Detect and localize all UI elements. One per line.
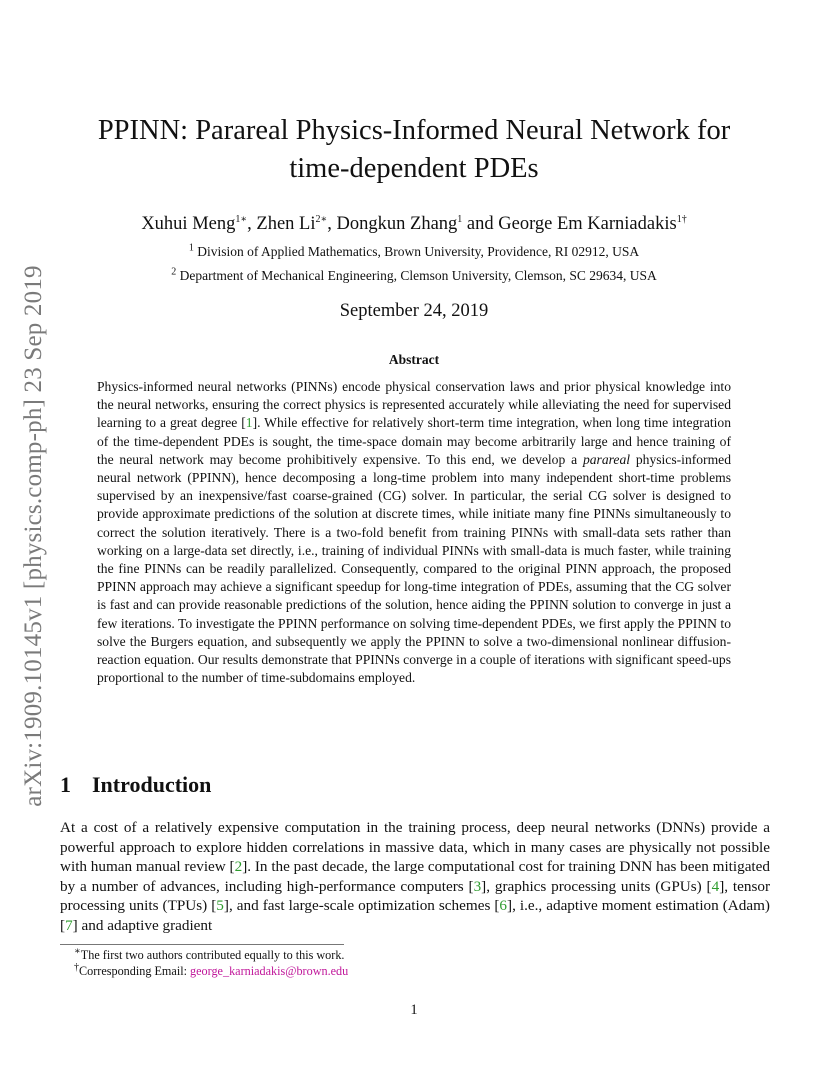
affiliation-mark: 2 (171, 266, 177, 278)
footnote-text: The first two authors contributed equally to this work. (80, 948, 345, 962)
citation-link[interactable]: 3 (473, 877, 482, 895)
paper-title (60, 112, 768, 188)
author-mark: 1∗ (235, 213, 248, 225)
author-name: George Em Karniadakis (498, 214, 677, 234)
affiliation-1 (60, 244, 768, 260)
author-name: Xuhui Meng (141, 214, 236, 234)
text-segment: ], i.e., adaptive moment estimation (Adam) [ (60, 897, 770, 934)
author-separator: and (462, 214, 499, 234)
author-mark: 2∗ (315, 213, 328, 225)
text-segment: At a cost of a relatively expensive computation in the training process, deep neural networks (DNNs) provide a powerful approach to explore hidden correlations in massive data, which in many cases are physically not possible with human manual review [ (60, 819, 770, 876)
footnote-text: Corresponding Email: (79, 964, 191, 978)
title-line-1: PPINN: Parareal Physics-Informed Neural Network for (97, 115, 731, 146)
abstract-heading: Abstract (388, 352, 440, 367)
emphasis-text: parareal (582, 451, 631, 467)
page-number: 1 (410, 1002, 418, 1018)
citation-link[interactable]: 5 (216, 897, 224, 915)
citation-link[interactable]: 4 (711, 877, 720, 895)
abstract-body (97, 378, 731, 687)
footnote-1 (74, 945, 345, 963)
citation-link[interactable]: 1 (245, 415, 253, 431)
author-name: Zhen Li (256, 214, 316, 234)
footnote-mark: ∗ (74, 945, 81, 957)
section-heading (60, 772, 211, 798)
author-separator: , (327, 214, 337, 234)
citation-link[interactable]: 6 (499, 897, 508, 915)
arxiv-stamp-text: arXiv:1909.10145v1 [physics.comp-ph] 23 Sep 2019 (20, 265, 47, 807)
author-name: Dongkun Zhang (336, 214, 458, 234)
section-number: 1 (60, 772, 71, 797)
author-list (60, 214, 768, 235)
text-segment: ], graphics processing units (GPUs) [ (481, 877, 712, 895)
affiliation-text: Division of Applied Mathematics, Brown University, Providence, RI 02912, USA (197, 244, 640, 259)
author-mark: 1† (676, 213, 687, 225)
text-segment: ], tensor processing units (TPUs) [ (60, 877, 771, 915)
text-segment: Physics-informed neural networks (PINNs) encode physical conservation laws and prior physical knowledge into the neural networks, ensuring the correct physics is represented accurately while alleviating the need for supervised learning to a great degree [ (97, 379, 731, 431)
citation-link[interactable]: 7 (65, 916, 73, 934)
introduction-body (60, 818, 770, 936)
title-line-2: time-dependent PDEs (289, 153, 539, 184)
author-separator: , (247, 214, 257, 234)
paper-date: September 24, 2019 (339, 301, 489, 321)
affiliation-2 (60, 268, 768, 284)
footnote-2 (74, 961, 349, 979)
text-segment: ] and adaptive gradient (72, 916, 213, 934)
affiliation-text: Department of Mechanical Engineering, Clemson University, Clemson, SC 29634, USA (179, 268, 657, 283)
arxiv-stamp (18, 236, 50, 836)
text-segment: ]. While effective for relatively short-term time integration, when long time integration of the time-dependent PDEs is sought, the time-space domain may become arbitrarily large and hence training of the neural network may become prohibitively expensive. To this end, we develop a (97, 415, 731, 467)
text-segment: ]. In the past decade, the large computational cost for training DNN has been mitigated by a number of advances, including high-performance computers [ (60, 858, 770, 895)
section-title: Introduction (92, 772, 212, 797)
text-segment: physics-informed neural network (PPINN), hence decomposing a long-time problem into many independent short-time problems supervised by an inexpensive/fast coarse-grained (CG) solver. In particular, the serial CG solver is designed to provide approximate predictions of the solution at discrete times, while initiate many fine PINNs simultaneously to correct the solution iteratively. There is a two-fold benefit from training PINNs with small-data sets rather than working on a large-data set directly, i.e., training of individual PINNs with small-data is much faster, while training the fine PINNs can be readily parallelized. Consequently, compared to the original PINN approach, the proposed PPINN approach may achieve a significant speedup for long-time integration of PDEs, assuming that the CG solver is fast and can provide reasonable predictions of the solution, hence aiding the PPINN solution to converge in just a few iterations. To investigate the PPINN performance on solving time-dependent PDEs, we first apply the PPINN to solve the Burgers equation, and subsequently we apply the PPINN to solve a two-dimensional nonlinear diffusion-reaction equation. Our results demonstrate that PPINNs converge in a couple of iterations with significant speed-ups proportional to the number of time-subdomains employed. (97, 451, 731, 686)
author-mark: 1 (457, 213, 463, 225)
affiliation-mark: 1 (188, 242, 194, 254)
citation-link[interactable]: 2 (234, 858, 243, 876)
text-segment: ], and fast large-scale optimization schemes [ (223, 897, 500, 915)
footnote-rule (60, 944, 344, 945)
footnote-mark: † (74, 961, 79, 973)
email-link[interactable]: george_karniadakis@brown.edu (190, 964, 349, 978)
